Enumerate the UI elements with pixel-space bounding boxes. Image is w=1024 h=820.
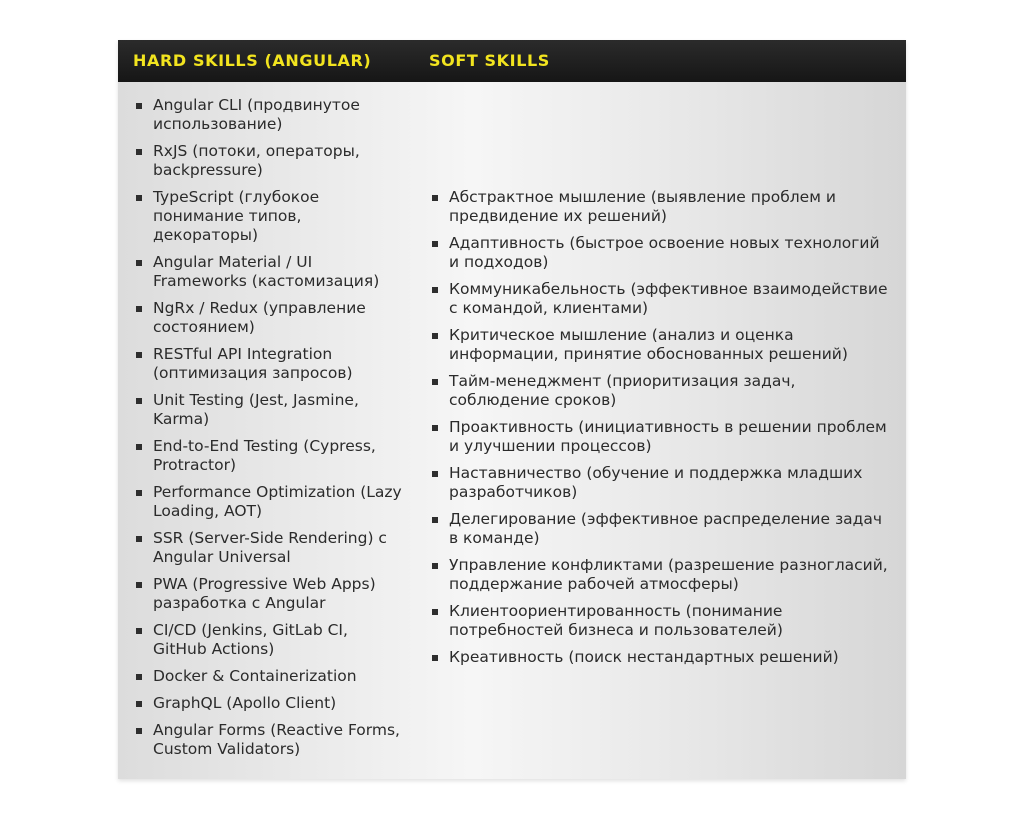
list-item <box>134 437 406 475</box>
list-item <box>430 418 890 456</box>
list-item <box>134 667 406 686</box>
bullet-icon <box>136 103 142 109</box>
list-item <box>430 234 890 272</box>
list-item <box>134 253 406 291</box>
bullet-icon <box>432 333 438 339</box>
list-item <box>134 575 406 613</box>
bullet-icon <box>136 490 142 496</box>
skill-text: Клиентоориентированность (понимание потребностей бизнеса и пользователей) <box>449 602 783 639</box>
bullet-icon <box>136 149 142 155</box>
bullet-icon <box>136 444 142 450</box>
bullet-icon <box>432 195 438 201</box>
soft-skills-heading: SOFT SKILLS <box>429 51 550 70</box>
skill-text: Тайм-менеджмент (приоритизация задач, соблюдение сроков) <box>449 372 796 409</box>
bullet-icon <box>432 655 438 661</box>
skill-text: Коммуникабельность (эффективное взаимодействие с командой, клиентами) <box>449 280 888 317</box>
bullet-icon <box>432 379 438 385</box>
skill-text: Критическое мышление (анализ и оценка информации, принятие обоснованных решений) <box>449 326 848 363</box>
list-item <box>430 602 890 640</box>
list-item <box>430 510 890 548</box>
bullet-icon <box>136 398 142 404</box>
skill-text: Абстрактное мышление (выявление проблем и предвидение их решений) <box>449 188 836 225</box>
skill-text: GraphQL (Apollo Client) <box>153 694 337 712</box>
skill-text: Docker & Containerization <box>153 667 357 685</box>
list-item <box>430 464 890 502</box>
list-item <box>430 648 890 667</box>
bullet-icon <box>432 517 438 523</box>
bullet-icon <box>136 628 142 634</box>
list-item <box>134 721 406 759</box>
skills-panel <box>118 40 906 779</box>
skill-text: TypeScript (глубокое понимание типов, декораторы) <box>153 188 320 244</box>
skill-text: Unit Testing (Jest, Jasmine, Karma) <box>153 391 359 428</box>
skill-text: PWA (Progressive Web Apps) разработка с Angular <box>153 575 376 612</box>
bullet-icon <box>432 609 438 615</box>
list-item <box>134 621 406 659</box>
skill-text: End-to-End Testing (Cypress, Protractor) <box>153 437 376 474</box>
list-item <box>134 299 406 337</box>
skill-text: SSR (Server-Side Rendering) с Angular Universal <box>153 529 387 566</box>
bullet-icon <box>432 471 438 477</box>
bullet-icon <box>432 241 438 247</box>
bullet-icon <box>136 674 142 680</box>
list-item <box>430 326 890 364</box>
skill-text: NgRx / Redux (управление состоянием) <box>153 299 366 336</box>
list-item <box>134 483 406 521</box>
list-item <box>430 372 890 410</box>
list-item <box>134 142 406 180</box>
skill-text: Performance Optimization (Lazy Loading, AOT) <box>153 483 402 520</box>
skill-text: CI/CD (Jenkins, GitLab CI, GitHub Actions) <box>153 621 348 658</box>
skill-text: Креативность (поиск нестандартных решений) <box>449 648 839 666</box>
bullet-icon <box>432 563 438 569</box>
list-item <box>430 188 890 226</box>
list-item <box>430 280 890 318</box>
skill-text: Адаптивность (быстрое освоение новых технологий и подходов) <box>449 234 880 271</box>
skill-text: Angular Material / UI Frameworks (кастомизация) <box>153 253 380 290</box>
list-item <box>430 556 890 594</box>
skill-text: Angular Forms (Reactive Forms, Custom Validators) <box>153 721 400 758</box>
bullet-icon <box>136 195 142 201</box>
bullet-icon <box>432 287 438 293</box>
bullet-icon <box>136 582 142 588</box>
bullet-icon <box>136 701 142 707</box>
bullet-icon <box>136 352 142 358</box>
skill-text: Наставничество (обучение и поддержка младших разработчиков) <box>449 464 863 501</box>
list-item <box>134 391 406 429</box>
bullet-icon <box>136 260 142 266</box>
skills-header <box>118 40 906 82</box>
list-item <box>134 96 406 134</box>
bullet-icon <box>136 536 142 542</box>
bullet-icon <box>136 728 142 734</box>
skill-text: RxJS (потоки, операторы, backpressure) <box>153 142 360 179</box>
skill-text: Проактивность (инициативность в решении проблем и улучшении процессов) <box>449 418 887 455</box>
skill-text: RESTful API Integration (оптимизация запросов) <box>153 345 353 382</box>
list-item <box>134 694 406 713</box>
hard-skills-list <box>134 96 406 767</box>
skill-text: Делегирование (эффективное распределение задач в команде) <box>449 510 883 547</box>
skill-text: Angular CLI (продвинутое использование) <box>153 96 360 133</box>
soft-skills-list <box>430 188 890 675</box>
list-item <box>134 345 406 383</box>
skill-text: Управление конфликтами (разрешение разногласий, поддержание рабочей атмосферы) <box>449 556 888 593</box>
hard-skills-heading: HARD SKILLS (ANGULAR) <box>133 51 372 70</box>
list-item <box>134 188 406 245</box>
bullet-icon <box>136 306 142 312</box>
list-item <box>134 529 406 567</box>
bullet-icon <box>432 425 438 431</box>
